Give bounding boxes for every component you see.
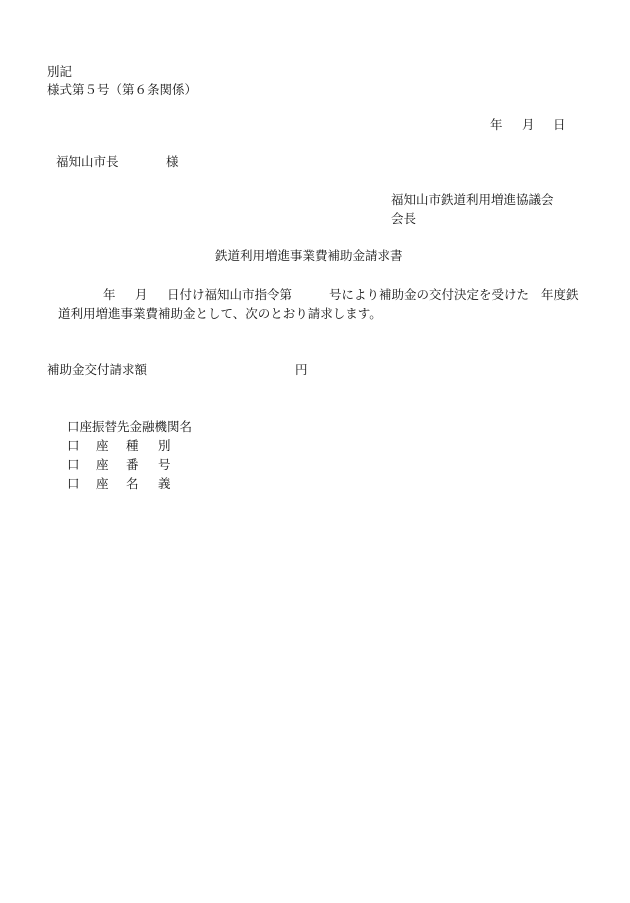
date-month: 月 [522, 117, 535, 132]
bank-institution-label: 口座振替先金融機関名 [67, 419, 193, 434]
addressee-honorific: 様 [166, 154, 179, 169]
sender-organization: 福知山市鉄道利用増進協議会 [391, 192, 554, 207]
date-year: 年 [490, 117, 503, 132]
amount-label: 補助金交付請求額 [47, 362, 148, 377]
account-name-char: 口 [67, 476, 80, 491]
account-name-char: 名 [126, 476, 139, 491]
date-day: 日 [553, 117, 566, 132]
sender-title: 会長 [391, 211, 417, 226]
account-number-char: 号 [158, 457, 171, 472]
account-name-char: 座 [96, 476, 109, 491]
appendix-label: 別記 [47, 64, 73, 79]
document-title: 鉄道利用増進事業費補助金請求書 [215, 248, 403, 263]
account-type-char: 別 [158, 438, 171, 453]
body-year: 年 [103, 287, 116, 302]
account-type-char: 座 [96, 438, 109, 453]
body-month: 月 [135, 287, 148, 302]
body-line-2: 道利用増進事業費補助金として、次のとおり請求します。 [58, 306, 382, 321]
body-decision: 号により補助金の交付決定を受けた [329, 287, 530, 302]
account-type-char: 種 [126, 438, 139, 453]
addressee-name: 福知山市長 [56, 154, 119, 169]
body-dated-reference: 日付け福知山市指令第 [167, 287, 293, 302]
account-number-char: 番 [126, 457, 139, 472]
account-type-char: 口 [67, 438, 80, 453]
form-number: 様式第５号（第６条関係） [47, 82, 198, 97]
account-name-char: 義 [158, 476, 171, 491]
account-number-char: 口 [67, 457, 80, 472]
amount-unit: 円 [295, 362, 308, 377]
account-number-char: 座 [96, 457, 109, 472]
body-fiscal-year: 年度鉄 [541, 287, 579, 302]
